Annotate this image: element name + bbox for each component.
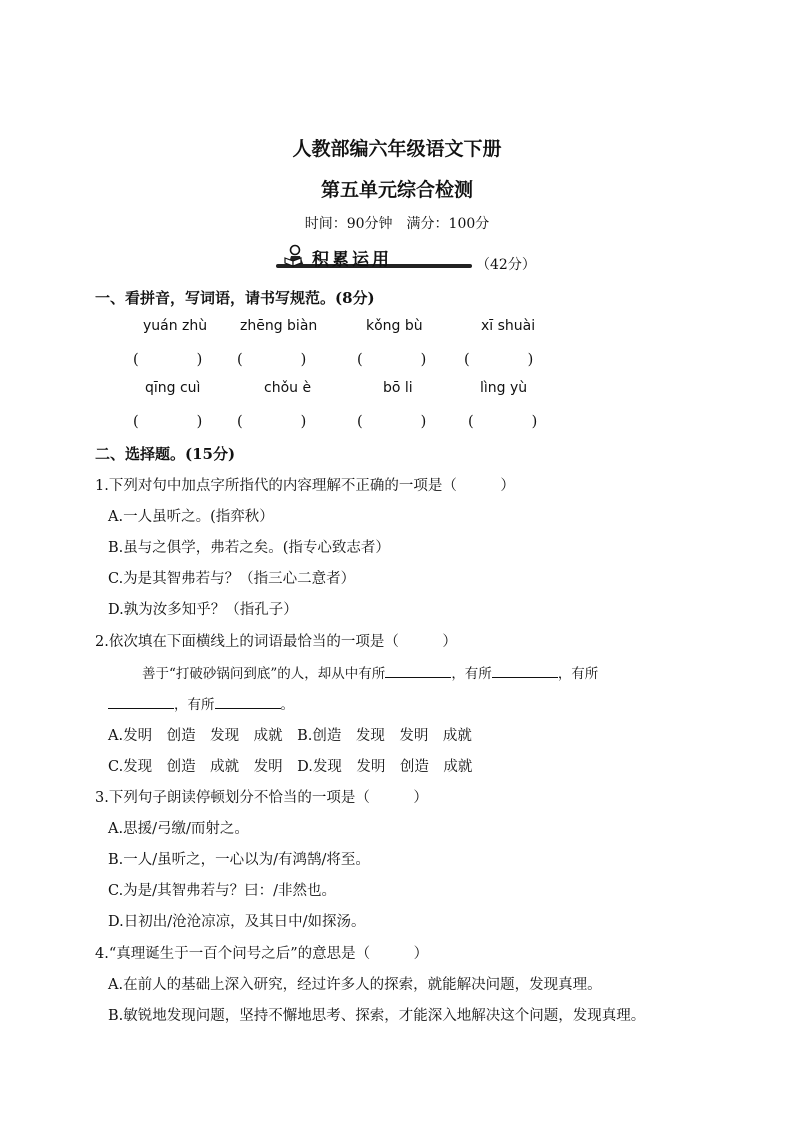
section1-heading: 一、看拼音，写词语，请书写规范。(8分) — [95, 289, 375, 307]
banner-label: 积累运用 — [312, 250, 392, 270]
q2-blank-4[interactable] — [215, 694, 281, 709]
q2-passage-line2 — [108, 693, 294, 713]
q2-passage-text-a: 善于“打破砂锅问到底”的人，却从中有所 — [142, 666, 386, 682]
q2-stem: 2.依次填在下面横线上的词语最恰当的一项是（ ） — [95, 634, 457, 650]
q2-options-cd[interactable]: C.发现 创造 成就 发明 D.发现 发明 创造 成就 — [108, 759, 473, 775]
pinyin-4: xī shuài — [481, 318, 536, 334]
q2-blank-2[interactable] — [492, 663, 558, 678]
q4-option-b[interactable]: B.敏锐地发现问题，坚持不懈地思考、探索，才能深入地解决这个问题，发现真理。 — [108, 1008, 646, 1024]
q2-passage-line1 — [142, 662, 598, 682]
answer-box-6[interactable]: ( ) — [237, 414, 307, 430]
q1-option-d[interactable]: D.孰为汝多知乎？（指孔子） — [108, 602, 298, 618]
q4-stem: 4.“真理诞生于一百个问号之后”的意思是（ ） — [95, 946, 429, 962]
reading-figure-icon — [282, 244, 310, 268]
page-title: 人教部编六年级语文下册 — [292, 138, 502, 160]
answer-box-7[interactable]: ( ) — [357, 414, 427, 430]
banner-score: （42分） — [476, 257, 536, 273]
q1-stem: 1.下列对句中加点字所指代的内容理解不正确的一项是（ ） — [95, 478, 515, 494]
q2-passage-end: 。 — [280, 697, 294, 713]
q2-blank-3[interactable] — [108, 694, 174, 709]
q3-stem: 3.下列句子朗读停顿划分不恰当的一项是（ ） — [95, 790, 428, 806]
answer-box-3[interactable]: ( ) — [357, 352, 427, 368]
time-info: 时间：90分钟 满分：100分 — [304, 216, 490, 232]
q3-option-a[interactable]: A.思援/弓缴/而射之。 — [108, 821, 249, 837]
q2-passage-text-d: ，有所 — [174, 697, 215, 713]
page-subtitle: 第五单元综合检测 — [320, 179, 473, 201]
q1-option-c[interactable]: C.为是其智弗若与？（指三心二意者） — [108, 571, 356, 587]
q3-option-d[interactable]: D.日初出/沧沧凉凉，及其日中/如探汤。 — [108, 914, 366, 930]
q3-option-b[interactable]: B.一人/虽听之，一心以为/有鸿鹄/将至。 — [108, 852, 370, 868]
pinyin-8: lìng yù — [480, 380, 528, 396]
q3-option-c[interactable]: C.为是/其智弗若与？曰：/非然也。 — [108, 883, 336, 899]
pinyin-1: yuán zhù — [143, 318, 208, 334]
answer-box-1[interactable]: ( ) — [133, 352, 203, 368]
section2-heading: 二、选择题。(15分) — [95, 445, 236, 463]
section-banner — [276, 244, 536, 274]
q2-blank-1[interactable] — [385, 663, 451, 678]
pinyin-2: zhēng biàn — [240, 318, 318, 334]
answer-box-2[interactable]: ( ) — [237, 352, 307, 368]
pinyin-3: kǒng bù — [366, 318, 423, 334]
q2-passage-text-c: ，有所 — [557, 666, 599, 682]
answer-box-8[interactable]: ( ) — [468, 414, 538, 430]
q1-option-a[interactable]: A.一人虽听之。(指弈秋） — [108, 509, 274, 525]
q1-option-b[interactable]: B.虽与之俱学，弗若之矣。(指专心致志者） — [108, 540, 390, 556]
q2-passage-text-b: ，有所 — [451, 666, 492, 682]
pinyin-5: qīng cuì — [145, 380, 201, 396]
answer-box-5[interactable]: ( ) — [133, 414, 203, 430]
q2-options-ab[interactable]: A.发明 创造 发现 成就 B.创造 发现 发明 成就 — [108, 728, 472, 744]
answer-box-4[interactable]: ( ) — [464, 352, 534, 368]
pinyin-7: bō li — [383, 380, 413, 396]
q4-option-a[interactable]: A.在前人的基础上深入研究，经过许多人的探索，就能解决问题，发现真理。 — [108, 977, 602, 993]
pinyin-6: chǒu è — [264, 380, 312, 396]
